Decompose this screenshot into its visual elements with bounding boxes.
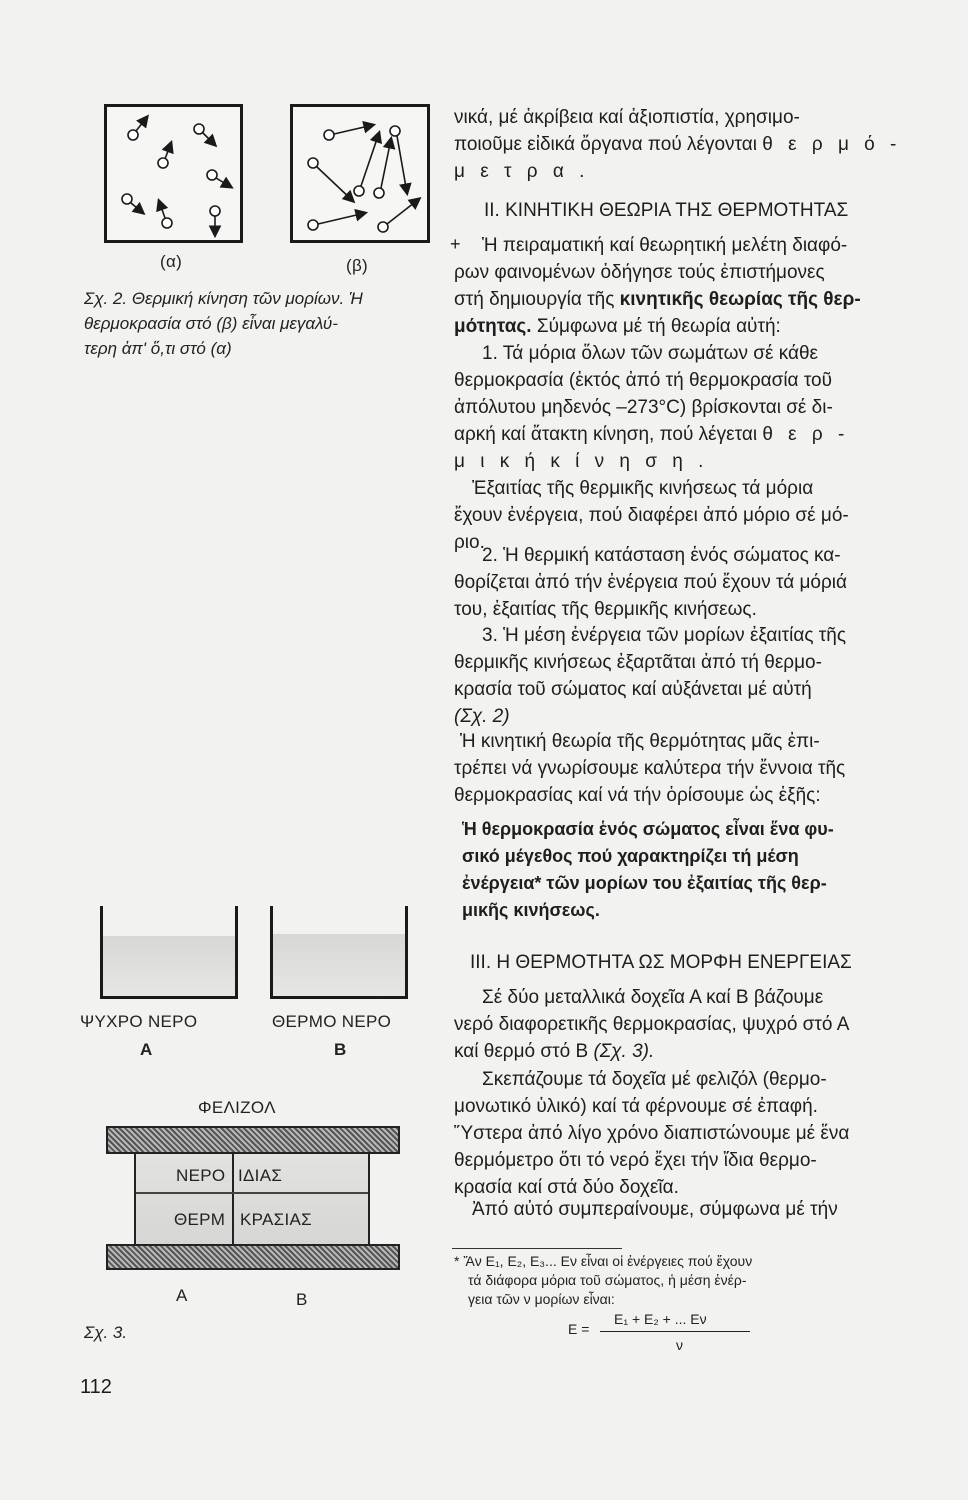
caption-line: Σχ. 2. Θερμική κίνηση τῶν μορίων. Ἡ [84, 289, 363, 308]
text-line [454, 421, 928, 448]
text-line: θερμικῆς κινήσεως ἐξαρτᾶται ἀπό τή θερμο- [454, 652, 822, 673]
text-line: θερμοκρασίας καί νά τήν ὁρίσουμε ὡς ἑξῆς: [454, 785, 821, 806]
text-line: μ ε τ ρ α . [454, 161, 590, 182]
formula-numerator: Ε₁ + Ε₂ + ... Εν [614, 1311, 707, 1327]
foam-bottom [106, 1244, 400, 1270]
bold-term: κινητικῆς θεωρίας τῆς θερ- [619, 289, 861, 310]
figure-3-caption: Σχ. 3. [84, 1323, 128, 1342]
term-thermal-motion: θ ε ρ - [762, 424, 850, 445]
cold-water-label: ΨΥΧΡΟ ΝΕΡΟ [80, 1012, 198, 1031]
term-thermal-motion-end: μ ι κ ή κ ί ν η σ η . [454, 451, 709, 472]
caption-line: τερη ἀπ' ὅ,τι στό (α) [84, 339, 232, 358]
text-line: Σκεπάζουμε τά δοχεῖα μέ φελιζόλ (θερμο- [482, 1069, 827, 1090]
cold-water [103, 936, 235, 996]
text-line: ἔχουν ἐνέργεια, πού διαφέρει ἀπό μόριο σέ μό- [454, 505, 849, 526]
item-3 [454, 622, 928, 730]
container-a [100, 906, 238, 999]
section-3-paragraph-3 [454, 1196, 928, 1223]
figure-ref: (Σχ. 3). [593, 1041, 655, 1062]
text-line: κρασία τοῦ σώματος καί αὐξάνεται μέ αὐτή [454, 679, 812, 700]
footnote-rule [452, 1248, 622, 1249]
section-2-paragraph [454, 232, 928, 340]
inner-label-line1-right: ΙΔΙΑΣ [238, 1166, 283, 1185]
inner-label-line1-left: ΝΕΡΟ [176, 1166, 226, 1185]
molecules-hot-diagram [293, 107, 427, 240]
container-divider [232, 1154, 234, 1244]
text-line: Σέ δύο μεταλλικά δοχεῖα Α καί Β βάζουμε [482, 987, 824, 1008]
text-line: τρέπει νά γνωρίσουμε καλύτερα τήν ἔννοια τῆς [454, 758, 846, 779]
container-b-letter: Β [334, 1040, 347, 1059]
inner-label-line2-right: ΚΡΑΣΙΑΣ [240, 1210, 312, 1229]
text-span: ποιοῦμε εἰδικά ὄργανα πού λέγονται [454, 134, 757, 155]
molecule [207, 170, 217, 180]
text-span: αρκή καί ἄτακτη κίνηση, πού λέγεται [454, 424, 758, 445]
figure-ref: (Σχ. 2) [454, 706, 510, 727]
molecule [324, 130, 334, 140]
molecule [210, 206, 220, 216]
bottom-letter-a: Α [176, 1286, 188, 1305]
text-line: κρασία καί στά δύο δοχεῖα. [454, 1177, 679, 1198]
molecule [122, 194, 132, 204]
molecule [390, 126, 400, 136]
molecule [194, 124, 204, 134]
text-line: νικά, μέ ἀκρίβεια καί ἀξιοπιστία, χρησιμο- [454, 107, 800, 128]
margin-mark: + [450, 234, 461, 254]
definition-line: Ἡ θερμοκρασία ἑνός σώματος εἶναι ἕνα φυ- [462, 819, 834, 839]
footnote-line: τά διάφορα μόρια τοῦ σώματος, ἡ μέση ἐνέρ- [468, 1272, 747, 1288]
text-line: Ὕστερα ἀπό λίγο χρόνο διαπιστώνουμε μέ ἕνα [454, 1123, 850, 1144]
footnote-line: γεια τῶν ν μορίων εἶναι: [468, 1291, 615, 1307]
section-3-heading: ΙΙΙ. Η ΘΕΡΜΟΤΗΤΑ ΩΣ ΜΟΡΦΗ ΕΝΕΡΓΕΙΑΣ [470, 952, 852, 973]
text-line: του, ἐξαιτίας τῆς θερμικῆς κινήσεως. [454, 599, 757, 620]
intro-paragraph [454, 104, 928, 185]
footnote-line: * Ἄν Ε₁, Ε₂, Ε₃... Εν εἶναι οἱ ἐνέργειες πού ἔχουν [454, 1253, 753, 1269]
molecule [374, 188, 384, 198]
text-line: Ἡ πειραματική καί θεωρητική μελέτη διαφό- [482, 235, 848, 256]
figure-2-caption [84, 286, 444, 361]
molecule [128, 130, 138, 140]
temperature-definition [462, 816, 928, 924]
inner-label-line2-left: ΘΕΡΜ [174, 1210, 226, 1229]
text-line: 3. Ἡ μέση ἐνέργεια τῶν μορίων ἐξαιτίας τῆς [482, 625, 846, 646]
formula-denominator: ν [676, 1337, 683, 1353]
hot-water-label: ΘΕΡΜΟ ΝΕΡΟ [272, 1012, 392, 1031]
figure-2b-label: (β) [346, 256, 369, 275]
term-thermometers: θ ε ρ μ ό - [762, 134, 902, 155]
item-1 [454, 340, 928, 556]
container-a-letter: Α [140, 1040, 153, 1059]
molecule [308, 158, 318, 168]
foam-label: ΦΕΛΙΖΟΛ [198, 1098, 276, 1117]
text-line [454, 1038, 928, 1065]
formula-lhs: Ε = [568, 1321, 590, 1337]
text-line: ἀπόλυτου μηδενός –273°C) βρίσκονται σέ δι- [454, 397, 833, 418]
container-b [270, 906, 408, 999]
text-line: Ἡ κινητική θεωρία τῆς θερμότητας μᾶς ἐπι- [460, 731, 820, 752]
section-3-paragraph-2 [454, 1066, 928, 1201]
text-span: στή δημιουργία τῆς [454, 289, 615, 310]
text-line: θερμοκρασία (ἐκτός ἀπό τή θερμοκρασία τοῦ [454, 370, 833, 391]
text-line: 1. Τά μόρια ὅλων τῶν σωμάτων σέ κάθε [482, 343, 818, 364]
kinetic-theory-paragraph [454, 728, 928, 809]
text-line [454, 286, 928, 313]
foam-top [106, 1126, 400, 1154]
hot-water [273, 934, 405, 996]
text-line: 2. Ἡ θερμική κατάσταση ἑνός σώματος κα- [482, 545, 841, 566]
caption-line: θερμοκρασία στό (β) εἶναι μεγαλύ- [84, 314, 338, 333]
figure-2a-label: (α) [160, 252, 183, 271]
molecules-cold-diagram [107, 107, 240, 240]
footnote [454, 1252, 814, 1309]
figure-2a-box [104, 104, 243, 243]
fraction-bar [600, 1331, 750, 1332]
molecule [354, 186, 364, 196]
molecule [158, 158, 168, 168]
text-line: Ἐξαιτίας τῆς θερμικῆς κινήσεως τά μόρια [472, 478, 814, 499]
section-2-heading: ΙΙ. ΚΙΝΗΤΙΚΗ ΘΕΩΡΙΑ ΤΗΣ ΘΕΡΜΟΤΗΤΑΣ [484, 200, 849, 221]
text-line: νερό διαφορετικῆς θερμοκρασίας, ψυχρό στό Α [454, 1014, 850, 1035]
item-2 [454, 542, 928, 623]
molecule [162, 218, 172, 228]
text-line: ρων φαινομένων ὁδήγησε τούς ἐπιστήμονες [454, 262, 825, 283]
definition-line: μικῆς κινήσεως. [462, 900, 600, 920]
water-level-line [136, 1192, 368, 1194]
text-line [454, 131, 928, 158]
definition-line: σικό μέγεθος πού χαρακτηρίζει τή μέση [462, 846, 799, 866]
text-line: ριο. [454, 532, 485, 553]
text-line: θερμόμετρο ὅτι τό νερό ἔχει τήν ἴδια θερμο- [454, 1150, 817, 1171]
bold-term: μότητας. [454, 316, 532, 337]
text-line [454, 313, 928, 340]
figure-2b-box [290, 104, 430, 243]
text-line: μονωτικό ὑλικό) καί τά φέρνουμε σέ ἐπαφή. [454, 1096, 818, 1117]
text-line: Ἀπό αὐτό συμπεραίνουμε, σύμφωνα μέ τήν [472, 1199, 838, 1220]
molecule [308, 220, 318, 230]
text-span: καί θερμό στό Β [454, 1041, 589, 1062]
text-span: Σύμφωνα μέ τή θεωρία αὐτή: [536, 316, 781, 337]
molecule [378, 222, 388, 232]
definition-line: ἐνέργεια* τῶν μορίων του ἐξαιτίας τῆς θερ- [462, 873, 827, 893]
text-line: θορίζεται ἀπό τήν ἐνέργεια πού ἔχουν τά μόριά [454, 572, 847, 593]
bottom-letter-b: Β [296, 1290, 308, 1309]
section-3-paragraph-1 [454, 984, 928, 1065]
page-number: 112 [80, 1376, 112, 1398]
